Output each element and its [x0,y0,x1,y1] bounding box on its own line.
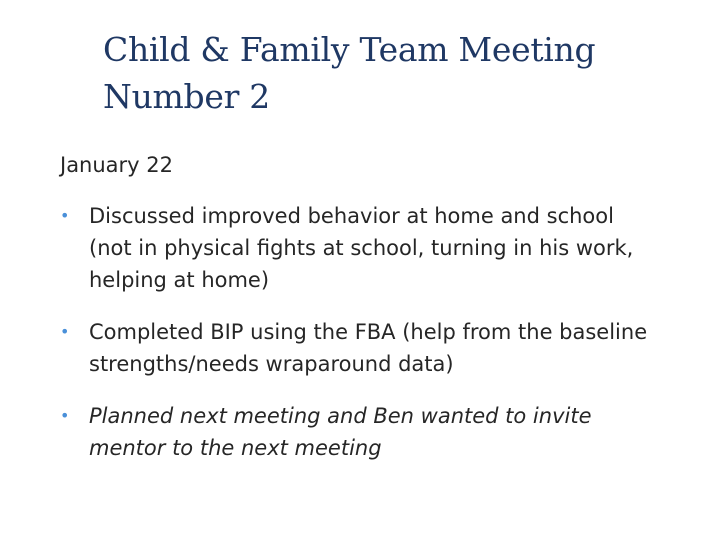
title-line-1: Child & Family Team Meeting [103,30,596,69]
meeting-date: January 22 [60,153,174,177]
bullet-text: Completed BIP using the FBA (help from the baseline strengths/needs wraparound data) [89,320,648,376]
bullet-icon: • [60,406,70,425]
bullet-item [60,316,660,380]
bullet-list [60,200,660,484]
bullet-icon: • [60,206,70,225]
title-line-2: Number 2 [103,77,270,116]
bullet-text: Discussed improved behavior at home and school (not in physical fights at school, turning in his work, helping at home) [89,204,634,292]
bullet-icon: • [60,322,70,341]
slide-title [103,26,683,120]
bullet-text: Planned next meeting and Ben wanted to invite mentor to the next meeting [89,404,592,460]
bullet-item [60,200,660,296]
bullet-item [60,400,660,464]
